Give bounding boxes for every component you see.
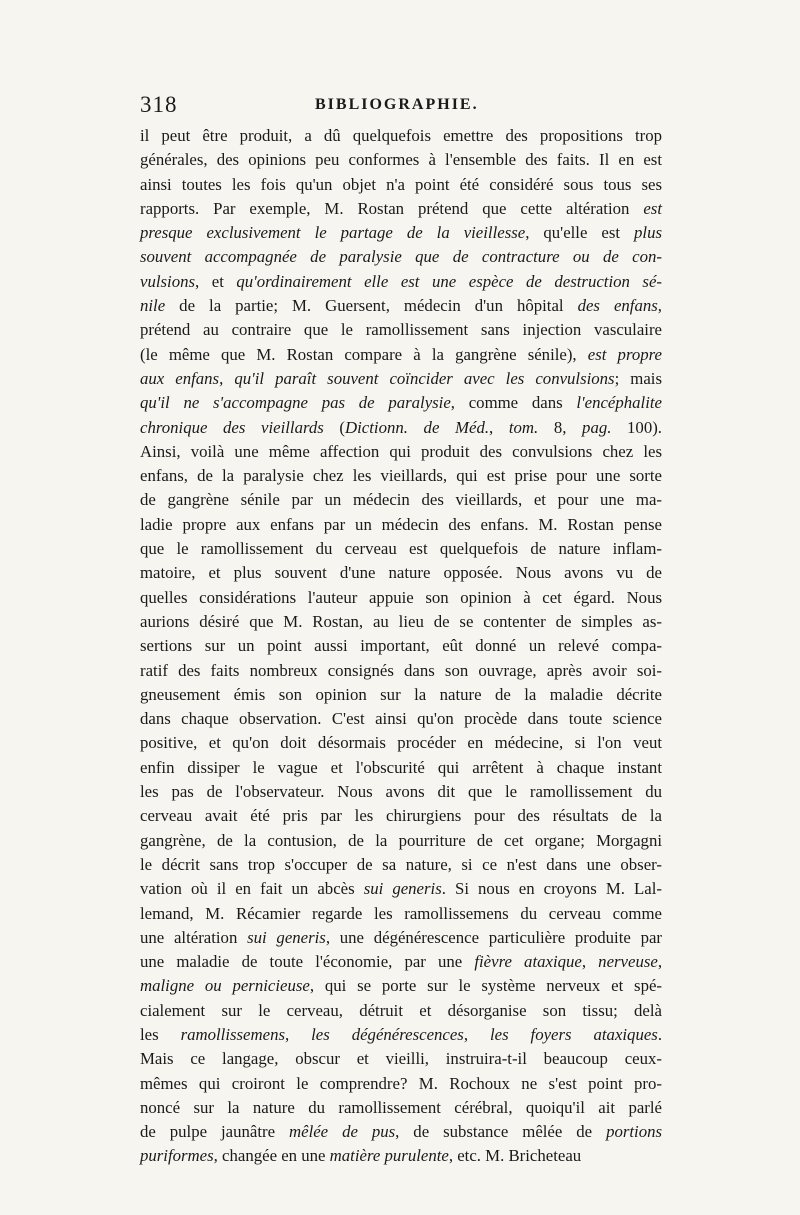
- text-line: [140, 124, 662, 148]
- text-segment: Ainsi, voilà une même affection qui produit des convulsions chez les: [140, 441, 662, 461]
- italic-text: est propre: [587, 344, 662, 364]
- text-segment: , qu'elle est: [525, 223, 635, 243]
- text-segment: quelles considérations l'auteur appuie son opinion à cet égard. Nous: [140, 587, 662, 607]
- text-segment: (le même que M. Rostan compare à la gangrène sénile),: [140, 344, 588, 364]
- text-line: [140, 950, 662, 974]
- text-line: [140, 464, 662, 488]
- italic-text: est: [643, 198, 662, 218]
- text-segment: , et: [195, 271, 237, 291]
- text-segment: ,: [657, 296, 662, 316]
- text-segment: une altération: [140, 927, 248, 947]
- text-line: [140, 974, 662, 998]
- text-segment: de la partie; M. Guersent, médecin d'un hôpital: [165, 296, 578, 316]
- text-line: [140, 902, 662, 926]
- text-segment: générales, des opinions peu conformes à l'ensemble des faits. Il en est: [140, 150, 662, 170]
- italic-text: les dégénérescences: [311, 1024, 464, 1044]
- text-line: [140, 1047, 662, 1071]
- italic-text: portions: [606, 1122, 663, 1142]
- text-segment: cerveau avait été pris par les chirurgiens pour des résultats de la: [140, 806, 662, 826]
- text-segment: . Si nous en croyons M. Lal-: [441, 879, 662, 899]
- italic-text: nile: [140, 296, 166, 316]
- text-segment: de pulpe jaunâtre: [140, 1122, 289, 1142]
- italic-text: vulsions: [140, 271, 196, 291]
- italic-text: sui generis: [363, 879, 442, 899]
- text-line: [140, 707, 662, 731]
- text-segment: Mais ce langage, obscur et vieilli, instruira-t-il beaucoup ceux-: [140, 1049, 662, 1069]
- text-line: [140, 853, 662, 877]
- text-segment: 8,: [538, 417, 583, 437]
- italic-text: pag.: [582, 417, 612, 437]
- text-line: [140, 148, 662, 172]
- text-segment: , une dégénérescence particulière produite par: [325, 927, 663, 947]
- text-segment: les: [140, 1024, 181, 1044]
- text-segment: ,: [657, 952, 663, 972]
- text-segment: positive, et qu'on doit désormais procéder en médecine, si l'on veut: [140, 733, 662, 753]
- text-line: [140, 416, 662, 440]
- text-line: [140, 999, 662, 1023]
- text-line: [140, 780, 662, 804]
- text-segment: les pas de l'observateur. Nous avons dit que le ramollissement du: [140, 782, 662, 802]
- text-line: [140, 1072, 662, 1096]
- text-segment: noncé sur la nature du ramollissement cérébral, quoiqu'il ait parlé: [140, 1097, 662, 1117]
- text-segment: ,: [463, 1024, 490, 1044]
- italic-text: l'encéphalite: [576, 393, 662, 413]
- text-line: [140, 829, 662, 853]
- text-segment: , de substance mêlée de: [395, 1122, 607, 1142]
- text-segment: lemand, M. Récamier regarde les ramollissemens du cerveau comme: [140, 903, 662, 923]
- italic-text: les foyers ataxiques: [489, 1024, 658, 1044]
- text-line: [140, 391, 662, 415]
- text-segment: , etc. M. Bricheteau: [448, 1146, 582, 1166]
- text-segment: , comme dans: [450, 393, 577, 413]
- text-segment: dans chaque observation. C'est ainsi qu'on procède dans toute science: [140, 709, 662, 729]
- text-line: [140, 586, 662, 610]
- text-segment: aurions désiré que M. Rostan, au lieu de se contenter de simples as-: [140, 611, 662, 631]
- italic-text: ramollissemens: [180, 1024, 285, 1044]
- text-segment: enfin dissiper le vague et l'obscurité qui arrêtent à chaque instant: [140, 757, 662, 777]
- text-line: [140, 318, 662, 342]
- italic-text: Dictionn. de Méd.: [345, 417, 490, 437]
- text-segment: , qui se porte sur le système nerveux et spé-: [309, 976, 663, 996]
- text-segment: matoire, et plus souvent d'une nature opposée. Nous avons vu de: [140, 563, 662, 583]
- text-segment: de gangrène sénile par un médecin des vieillards, et pour une ma-: [140, 490, 662, 510]
- text-line: [140, 877, 662, 901]
- text-segment: ratif des faits nombreux consignés dans son ouvrage, après avoir soi-: [140, 660, 662, 680]
- text-line: [140, 731, 662, 755]
- text-segment: ladie propre aux enfans par un médecin des enfans. M. Rostan pense: [140, 514, 662, 534]
- text-line: [140, 1144, 662, 1168]
- text-segment: sertions sur un point aussi important, eût donné un relevé compa-: [140, 636, 662, 656]
- text-segment: cialement sur le cerveau, détruit et désorganise son tissu; delà: [140, 1000, 662, 1020]
- text-segment: il peut être produit, a dû quelquefois emettre des propositions trop: [140, 126, 662, 145]
- page-number: 318: [140, 92, 178, 117]
- text-segment: ,: [489, 417, 509, 437]
- text-line: [140, 1120, 662, 1144]
- page-header: [140, 92, 662, 122]
- italic-text: tom.: [508, 417, 539, 437]
- text-line: [140, 1096, 662, 1120]
- text-segment: (: [323, 417, 346, 437]
- text-segment: gangrène, de la contusion, de la pourriture de cet organe; Morgagni: [140, 830, 662, 850]
- text-segment: ,: [219, 368, 235, 388]
- italic-text: des enfans: [577, 296, 658, 316]
- italic-text: chronique des vieillards: [140, 417, 324, 437]
- text-line: [140, 926, 662, 950]
- text-line: [140, 197, 662, 221]
- italic-text: nerveuse: [598, 952, 658, 972]
- text-line: [140, 270, 662, 294]
- text-segment: le décrit sans trop s'occuper de sa nature, si ce n'est dans une obser-: [140, 854, 662, 874]
- text-line: [140, 343, 662, 367]
- text-line: [140, 513, 662, 537]
- italic-text: qu'il ne s'accompagne pas de paralysie: [140, 393, 451, 413]
- text-line: [140, 537, 662, 561]
- italic-text: presque exclusivement le partage de la vieillesse: [140, 223, 526, 243]
- text-segment: ,: [581, 952, 599, 972]
- text-line: [140, 488, 662, 512]
- text-line: [140, 221, 662, 245]
- text-line: [140, 610, 662, 634]
- text-line: [140, 294, 662, 318]
- text-line: [140, 634, 662, 658]
- text-line: [140, 173, 662, 197]
- italic-text: plus: [634, 223, 663, 243]
- text-segment: que le ramollissement du cerveau est quelquefois de nature inflam-: [140, 539, 662, 559]
- text-segment: ; mais: [614, 368, 662, 388]
- italic-text: puriformes: [140, 1146, 214, 1166]
- italic-text: fièvre ataxique: [474, 952, 582, 972]
- text-segment: , changée en une: [213, 1146, 330, 1166]
- text-line: [140, 440, 662, 464]
- text-segment: une maladie de toute l'économie, par une: [140, 952, 475, 972]
- italic-text: aux enfans: [140, 368, 220, 388]
- italic-text: mêlée de pus: [289, 1122, 396, 1142]
- italic-text: qu'ordinairement elle est une espèce de destruction sé-: [236, 271, 662, 291]
- italic-text: sui generis: [247, 927, 326, 947]
- italic-text: maligne ou pernicieuse: [140, 976, 310, 996]
- text-line: [140, 245, 662, 269]
- body-text: [140, 124, 662, 1169]
- text-segment: prétend au contraire que le ramollissement sans injection vasculaire: [140, 320, 662, 340]
- text-segment: 100).: [611, 417, 662, 437]
- text-segment: ,: [285, 1024, 312, 1044]
- text-line: [140, 659, 662, 683]
- text-segment: vation où il en fait un abcès: [140, 879, 364, 899]
- text-line: [140, 683, 662, 707]
- running-title: BIBLIOGRAPHIE.: [315, 96, 479, 113]
- text-line: [140, 756, 662, 780]
- text-line: [140, 1023, 662, 1047]
- text-line: [140, 561, 662, 585]
- italic-text: matière purulente: [329, 1146, 449, 1166]
- text-segment: .: [657, 1024, 663, 1044]
- text-segment: mêmes qui croiront le comprendre? M. Rochoux ne s'est point pro-: [140, 1073, 662, 1093]
- italic-text: souvent accompagnée de paralysie que de contracture ou de con-: [140, 247, 662, 267]
- text-line: [140, 804, 662, 828]
- text-segment: gneusement émis son opinion sur la nature de la maladie décrite: [140, 684, 662, 704]
- text-segment: enfans, de la paralysie chez les vieillards, qui est prise pour une sorte: [140, 466, 662, 486]
- text-segment: rapports. Par exemple, M. Rostan prétend que cette altération: [140, 198, 644, 218]
- text-line: [140, 367, 662, 391]
- italic-text: qu'il paraît souvent coïncider avec les convulsions: [234, 368, 615, 388]
- text-segment: ainsi toutes les fois qu'un objet n'a point été considéré sous tous ses: [140, 174, 662, 194]
